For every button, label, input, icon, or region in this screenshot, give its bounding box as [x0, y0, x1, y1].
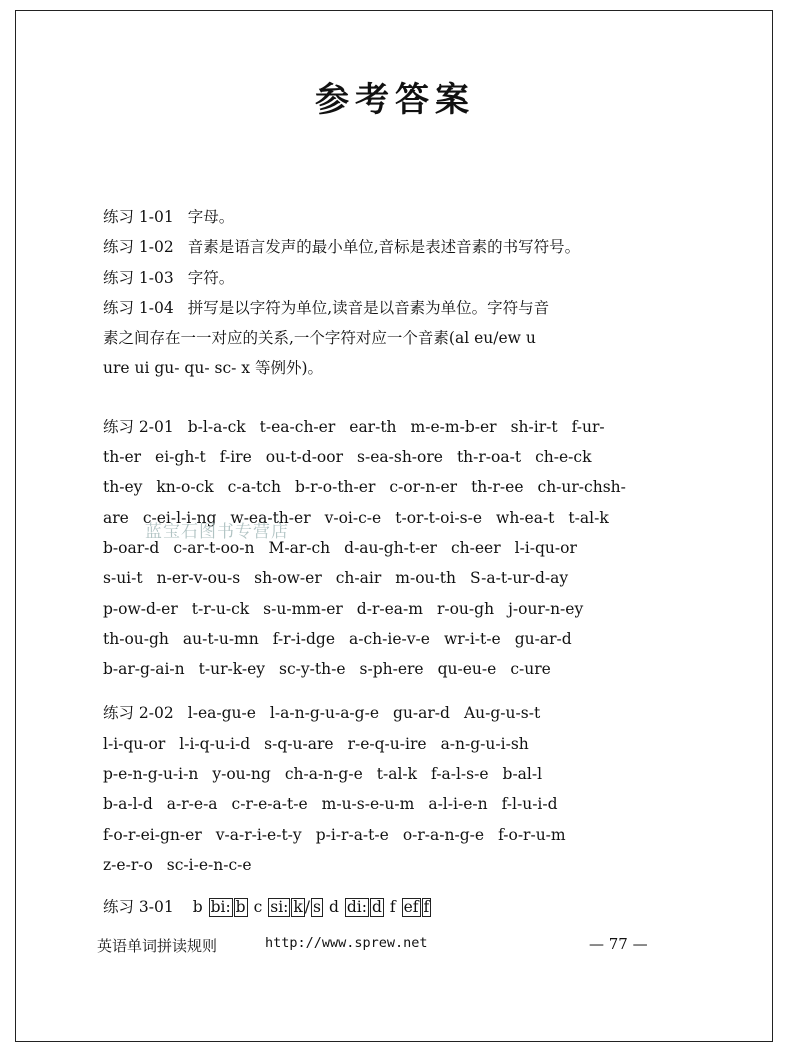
exercise-label: 练习 1-03 [103, 268, 174, 287]
spelling-segment: ch-ur-chsh- [537, 478, 626, 497]
phonetic-item [329, 892, 384, 922]
exercise-label: 练习 2-02 [103, 704, 174, 723]
phoneme-box: si: [270, 898, 289, 917]
spelling-segment: b-l-a-ck [187, 417, 246, 436]
phoneme-box: bi: [210, 898, 231, 917]
answer-line [103, 594, 683, 624]
spelling-segment: t-al-k [568, 508, 609, 527]
letter: c [253, 898, 263, 917]
exercise-label: 练习 2-01 [103, 417, 174, 436]
answer-line [103, 759, 683, 789]
exercise-label: 练习 1-02 [103, 238, 174, 257]
answer-line [103, 654, 683, 684]
spelling-segment: s-ea-sh-ore [357, 448, 443, 467]
phoneme-box: k [293, 898, 303, 917]
spelling-segment: th-er [103, 448, 142, 467]
spelling-segment: s-u-mm-er [263, 599, 343, 618]
website-url: http://www.sprew.net [265, 935, 428, 951]
phonetic-item: c si: k / s [253, 898, 321, 917]
spelling-segment: are [103, 508, 129, 527]
exercise-1-03 [103, 263, 683, 293]
spelling-segment: f-r-i-dge [272, 629, 336, 648]
spelling-segment: b-a-l-d [103, 795, 153, 814]
exercise-answer: 音素是语言发声的最小单位,音标是表述音素的书写符号。 [187, 238, 581, 257]
spelling-segment: ch-air [335, 569, 382, 588]
answer-line [103, 698, 683, 728]
spelling-segment: c-ure [510, 660, 551, 679]
exercise-answer: 字符。 [187, 268, 235, 287]
spelling-segment: l-ea-gu-e [187, 704, 256, 723]
spelling-segment: c-ei-l-i-ng [142, 508, 217, 527]
spelling-segment: f-o-r-ei-gn-er [103, 825, 202, 844]
spelling-segment: p-e-n-g-u-i-n [103, 765, 199, 784]
spelling-segment: th-r-oa-t [456, 448, 522, 467]
spelling-segment: n-er-v-ou-s [156, 569, 241, 588]
phoneme-box: ef [403, 898, 419, 917]
spelling-segment: v-a-r-i-e-t-y [215, 825, 302, 844]
spelling-segment: s-ui-t [103, 569, 143, 588]
spelling-segment: sh-ow-er [254, 569, 322, 588]
spelling-segment: l-i-q-u-i-d [179, 734, 251, 753]
spelling-segment: m-e-m-b-er [410, 417, 497, 436]
spelling-segment: b-r-o-th-er [294, 478, 376, 497]
exercise-label: 练习 3-01 [103, 898, 174, 917]
spelling-segment: y-ou-ng [212, 765, 271, 784]
spelling-segment: wh-ea-t [496, 508, 555, 527]
answer-line: ure ui gu- qu- sc- x 等例外)。 [103, 359, 324, 378]
spelling-segment: w-ea-th-er [230, 508, 311, 527]
phoneme-box: d [371, 898, 382, 917]
answer-line [103, 472, 683, 502]
answer-line [103, 442, 683, 472]
exercise-2-01 [103, 412, 683, 685]
spelling-segment: sh-ir-t [510, 417, 558, 436]
answer-line: 素之间存在一一对应的关系,一个字符对应一个音素(al eu/ew u [103, 329, 536, 348]
spelling-segment: m-ou-th [395, 569, 456, 588]
spelling-segment: M-ar-ch [268, 538, 331, 557]
answer-line [103, 850, 683, 880]
answer-line [103, 293, 683, 323]
spelling-segment: f-ire [219, 448, 252, 467]
spelling-segment: ch-e-ck [535, 448, 592, 467]
answer-line [103, 563, 683, 593]
spelling-segment: t-or-t-oi-s-e [395, 508, 483, 527]
spelling-segment: d-r-ea-m [356, 599, 423, 618]
answer-line [103, 624, 683, 654]
exercise-1-04 [103, 293, 683, 384]
phoneme-box: b [235, 898, 246, 917]
spelling-segment: t-ea-ch-er [259, 417, 336, 436]
phoneme-box: s [313, 898, 321, 917]
spelling-segment: gu-ar-d [514, 629, 572, 648]
spelling-segment: kn-o-ck [156, 478, 214, 497]
exercise-answer: 拼写是以字符为单位,读音是以音素为单位。字符与音 [187, 298, 550, 317]
spelling-segment: au-t-u-mn [182, 629, 259, 648]
answer-line [103, 789, 683, 819]
spelling-segment: l-i-qu-or [514, 538, 577, 557]
watermark-text: 蓝宝石图书专营店 [145, 522, 289, 542]
spelling-segment: b-al-l [502, 765, 543, 784]
spelling-segment: ch-eer [450, 538, 501, 557]
exercise-answer: 字母。 [187, 208, 235, 226]
spelling-segment: qu-eu-e [437, 660, 497, 679]
spelling-segment: f-a-l-s-e [431, 765, 489, 784]
spelling-segment: a-n-g-u-i-sh [440, 734, 529, 753]
letter: f [389, 898, 396, 917]
exercise-label: 练习 1-01 [103, 208, 174, 226]
phonetic-item [193, 892, 248, 922]
exercise-2-02 [103, 698, 683, 880]
spelling-segment: th-ey [103, 478, 143, 497]
exercise-1-02 [103, 232, 683, 262]
spelling-segment: S-a-t-ur-d-ay [469, 569, 569, 588]
spelling-segment: th-r-ee [471, 478, 524, 497]
spelling-segment: o-r-a-n-g-e [402, 825, 485, 844]
spelling-segment: wr-i-t-e [443, 629, 501, 648]
spelling-segment: d-au-gh-t-er [344, 538, 437, 557]
answer-line [103, 729, 683, 759]
section-spacer [103, 880, 683, 892]
spelling-segment: ei-gh-t [155, 448, 206, 467]
spelling-segment: sc-i-e-n-c-e [166, 855, 252, 874]
section-spacer [103, 684, 683, 698]
spelling-segment: z-e-r-o [103, 855, 153, 874]
page-number: — 77 — [589, 935, 648, 953]
book-title: 英语单词拼读规则 [97, 937, 218, 955]
exercise-3-01 [103, 892, 683, 922]
section-spacer [103, 384, 683, 412]
exercise-1-01 [103, 202, 683, 232]
spelling-segment: Au-g-u-s-t [463, 704, 541, 723]
spelling-segment: c-ar-t-oo-n [173, 538, 255, 557]
spelling-segment: t-al-k [376, 765, 418, 784]
spelling-segment: th-ou-gh [103, 629, 169, 648]
spelling-segment: r-ou-gh [436, 599, 495, 618]
spelling-segment: l-i-qu-or [103, 734, 166, 753]
spelling-segment: j-our-n-ey [508, 599, 584, 618]
phonetic-item [390, 892, 431, 922]
spelling-segment: gu-ar-d [393, 704, 450, 723]
spelling-segment: c-a-tch [227, 478, 281, 497]
spelling-segment: l-a-n-g-u-a-g-e [269, 704, 380, 723]
spelling-segment: c-or-n-er [389, 478, 458, 497]
answer-line [103, 820, 683, 850]
spelling-segment: a-ch-ie-v-e [349, 629, 430, 648]
spelling-segment: s-q-u-are [264, 734, 334, 753]
spelling-segment: r-e-q-u-ire [347, 734, 427, 753]
spelling-segment: b-ar-g-ai-n [103, 660, 185, 679]
answer-line [103, 412, 683, 442]
spelling-segment: sc-y-th-e [279, 660, 346, 679]
spelling-segment: m-u-s-e-u-m [321, 795, 415, 814]
letter: d [328, 898, 339, 917]
answer-content [103, 202, 683, 923]
spelling-segment: ch-a-n-g-e [284, 765, 363, 784]
letter: b [192, 898, 203, 917]
page-title: 参考答案 [315, 80, 475, 120]
spelling-segment: f-ur- [571, 417, 605, 436]
spelling-segment: s-ph-ere [359, 660, 424, 679]
phoneme-box: di: [346, 898, 367, 917]
phoneme-box: f [423, 898, 430, 917]
spelling-segment: f-o-r-u-m [498, 825, 566, 844]
spelling-segment: a-l-i-e-n [428, 795, 488, 814]
spelling-segment: t-r-u-ck [191, 599, 250, 618]
spelling-segment: v-oi-c-e [324, 508, 382, 527]
spelling-segment: f-l-u-i-d [501, 795, 558, 814]
spelling-segment: p-ow-d-er [103, 599, 178, 618]
spelling-segment: b-oar-d [103, 538, 160, 557]
spelling-segment: p-i-r-a-t-e [315, 825, 389, 844]
exercise-label: 练习 1-04 [103, 298, 174, 317]
spelling-segment: ear-th [349, 417, 397, 436]
spelling-segment: t-ur-k-ey [198, 660, 266, 679]
spelling-segment: ou-t-d-oor [265, 448, 344, 467]
spelling-segment: c-r-e-a-t-e [231, 795, 308, 814]
spelling-segment: a-r-e-a [166, 795, 218, 814]
